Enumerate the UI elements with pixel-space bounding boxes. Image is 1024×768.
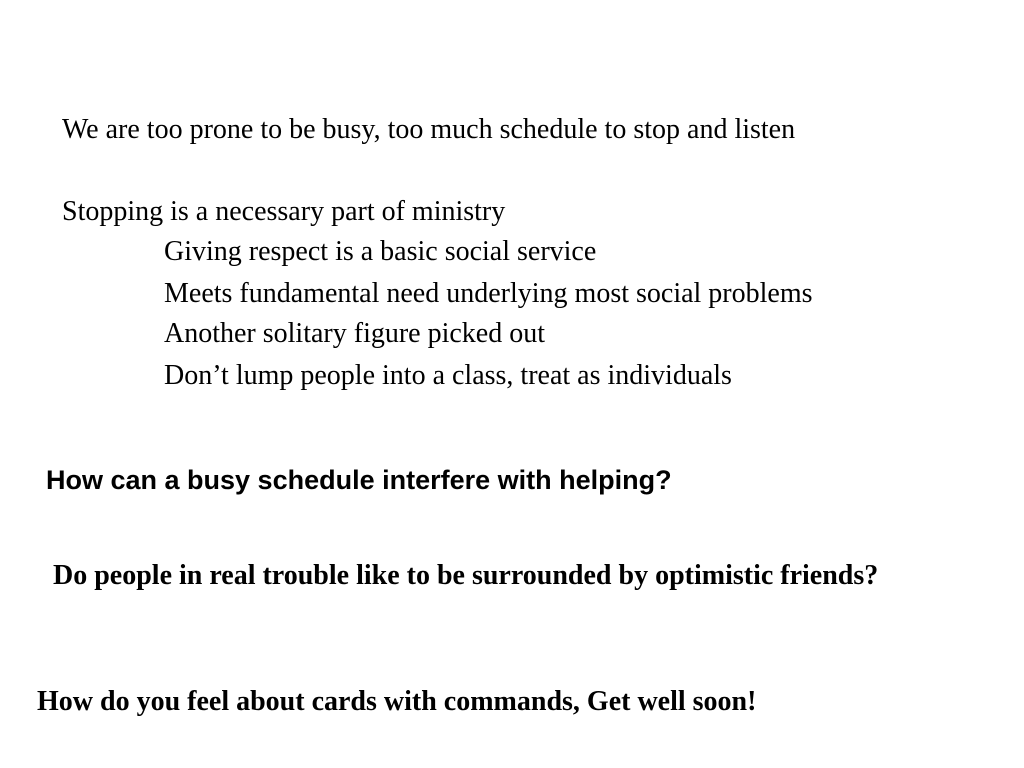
- body-line-stopping: Stopping is a necessary part of ministry: [62, 196, 506, 227]
- body-line-too-busy: We are too prone to be busy, too much schedule to stop and listen: [62, 114, 796, 145]
- sub-point-solitary-figure: Another solitary figure picked out: [164, 318, 546, 349]
- question-real-trouble: Do people in real trouble like to be surrounded by optimistic friends?: [53, 560, 879, 591]
- sub-point-fundamental-need: Meets fundamental need underlying most social problems: [164, 278, 813, 309]
- sub-point-respect: Giving respect is a basic social service: [164, 236, 597, 267]
- sub-point-individuals: Don’t lump people into a class, treat as individuals: [164, 360, 732, 391]
- question-cards: How do you feel about cards with commands, Get well soon!: [37, 686, 757, 717]
- question-busy-schedule: How can a busy schedule interfere with helping?: [46, 465, 672, 495]
